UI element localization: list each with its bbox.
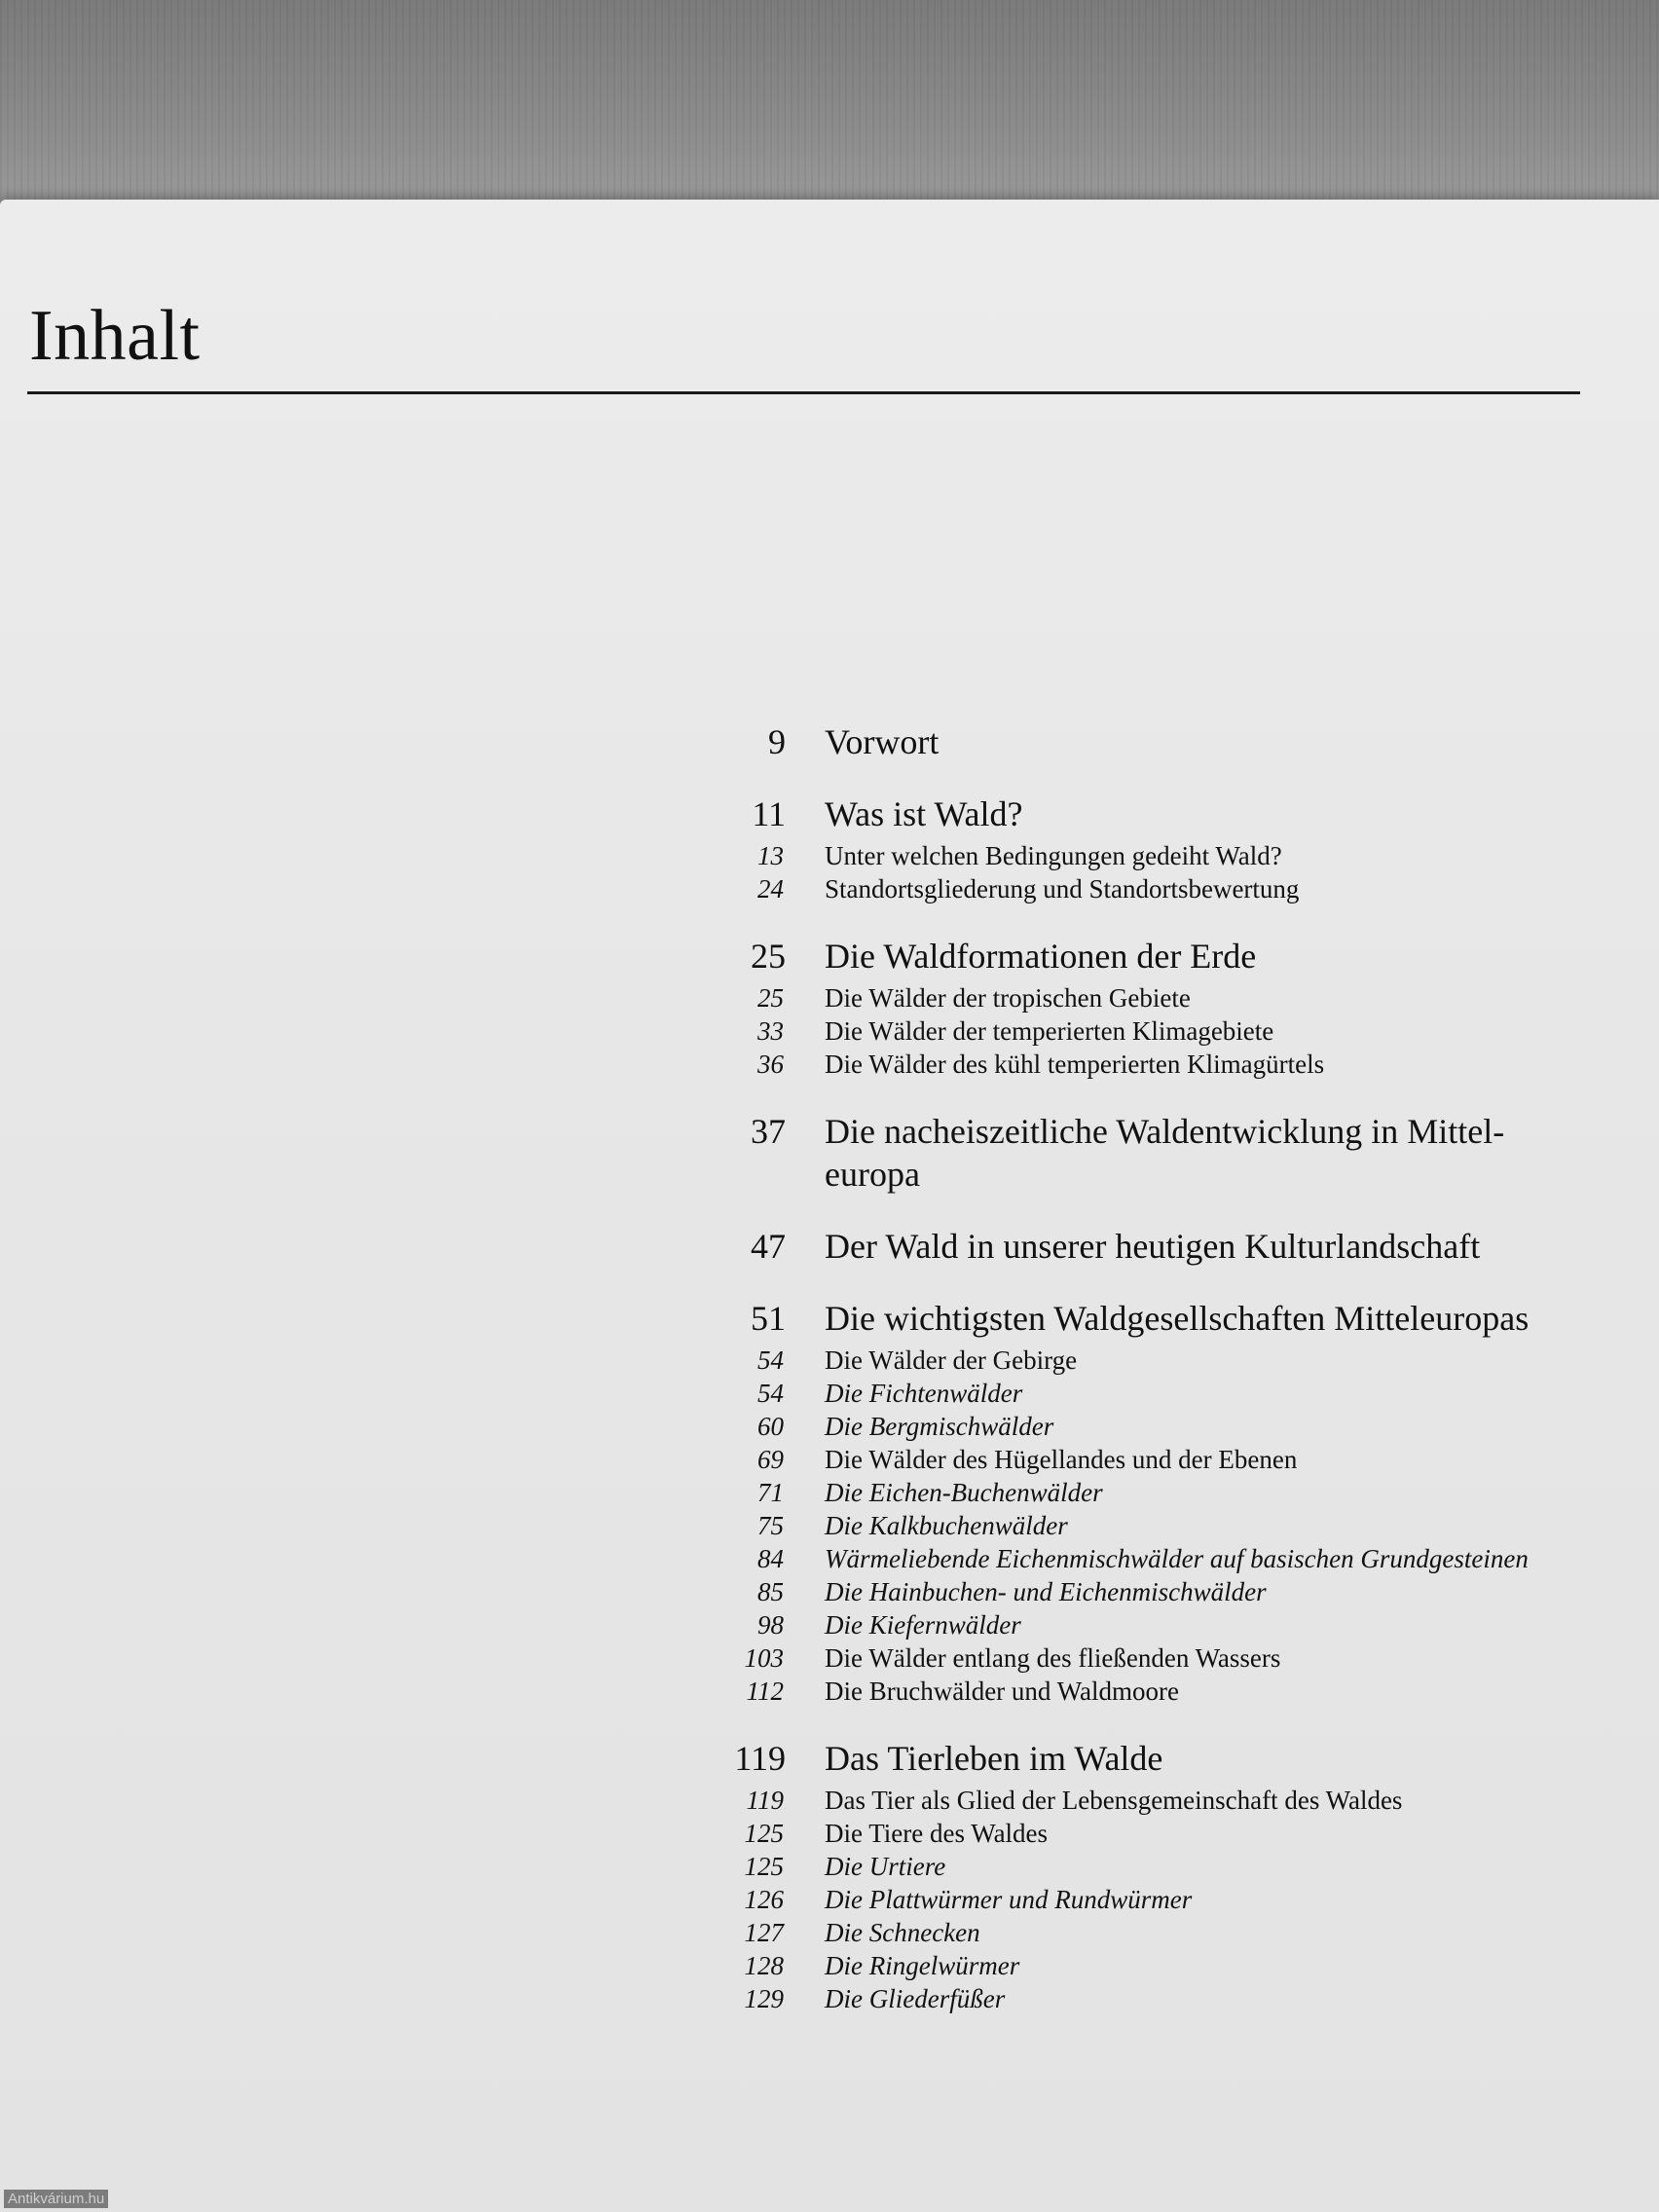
entry-title: Die Schnecken [825,1918,980,1947]
toc-entry [682,839,1616,872]
title-divider [27,391,1580,394]
toc-section-heading [682,1737,1616,1780]
section-page-number: 119 [734,1739,786,1778]
toc-entry [682,1949,1616,1982]
toc-entry [682,872,1616,905]
entry-page-number: 98 [757,1610,784,1640]
toc-entry [682,1784,1616,1817]
entry-title: Die Ringelwürmer [825,1951,1020,1980]
toc-section-heading [682,1297,1616,1340]
toc-entry [682,1476,1616,1509]
toc-entry [682,1675,1616,1708]
entry-page-number: 36 [757,1050,784,1079]
entry-page-number: 54 [757,1379,784,1408]
entry-title: Unter welchen Bedingungen gedeiht Wald? [825,841,1282,870]
entry-page-number: 71 [757,1478,784,1507]
entry-page-number: 112 [746,1677,784,1706]
entry-title: Die Kalkbuchenwälder [825,1511,1068,1540]
toc-entry [682,1542,1616,1575]
toc-section-heading [682,793,1616,835]
entry-page-number: 75 [757,1511,784,1540]
entry-title: Die Tiere des Waldes [825,1819,1049,1848]
toc-entry [682,1641,1616,1675]
section-page-number: 47 [751,1227,786,1266]
entry-page-number: 25 [757,983,784,1013]
section-title: Vorwort [825,722,940,761]
background-surface [0,0,1659,209]
entry-page-number: 103 [744,1643,784,1673]
entry-page-number: 125 [744,1852,784,1881]
toc-entry [682,1817,1616,1850]
section-title: Die nacheiszeitliche Waldentwicklung in Mittel-europa [825,1112,1505,1194]
toc-entry [682,1982,1616,2015]
entry-page-number: 60 [757,1412,784,1441]
watermark: Antikvárium.hu [4,2190,108,2208]
entry-page-number: 85 [757,1577,784,1606]
toc-entry [682,981,1616,1014]
toc-section [682,1297,1616,1708]
entry-title: Die Hainbuchen- und Eichenmischwälder [825,1577,1267,1606]
toc-section [682,935,1616,1081]
entry-title: Die Plattwürmer und Rundwürmer [825,1885,1193,1914]
toc-entry-list [682,1784,1616,2015]
toc-section-heading [682,1110,1616,1196]
toc-entry [682,1048,1616,1081]
toc-entry [682,1883,1616,1916]
toc-entry [682,1575,1616,1608]
section-title: Der Wald in unserer heutigen Kulturlandschaft [825,1227,1481,1266]
entry-title: Die Wälder entlang des fließenden Wassers [825,1643,1281,1673]
toc-entry-list [682,1344,1616,1708]
section-page-number: 51 [751,1299,786,1338]
entry-title: Die Wälder der temperierten Klimagebiete [825,1016,1274,1046]
entry-page-number: 129 [744,1984,784,2013]
toc-section [682,1225,1616,1268]
section-title: Die wichtigsten Waldgesellschaften Mitteleuropas [825,1299,1530,1338]
entry-page-number: 119 [746,1786,784,1815]
toc-entry [682,1608,1616,1641]
section-title: Die Waldformationen der Erde [825,937,1257,976]
toc-section [682,793,1616,905]
toc-entry [682,1344,1616,1377]
entry-page-number: 54 [757,1346,784,1375]
toc-section [682,720,1616,763]
toc-entry [682,1443,1616,1476]
section-title: Was ist Wald? [825,794,1023,833]
toc-section [682,1110,1616,1196]
toc-entry [682,1850,1616,1883]
entry-page-number: 13 [757,841,784,870]
page-title: Inhalt [29,296,201,376]
entry-title: Die Urtiere [825,1852,946,1881]
toc-entry [682,1410,1616,1443]
toc-entry-list [682,981,1616,1081]
entry-page-number: 128 [744,1951,784,1980]
toc-section [682,1737,1616,2015]
section-page-number: 25 [751,937,786,976]
entry-page-number: 33 [757,1016,784,1046]
entry-page-number: 69 [757,1445,784,1474]
entry-page-number: 84 [757,1544,784,1573]
entry-title: Die Eichen-Buchenwälder [825,1478,1103,1507]
entry-page-number: 125 [744,1819,784,1848]
entry-title: Die Wälder der tropischen Gebiete [825,983,1191,1013]
entry-page-number: 24 [757,874,784,903]
entry-title: Wärmeliebende Eichenmischwälder auf basischen Grundgesteinen [825,1544,1529,1573]
toc-section-heading [682,1225,1616,1268]
toc-entry-list [682,839,1616,905]
toc-section-heading [682,720,1616,763]
section-title: Das Tierleben im Walde [825,1739,1163,1778]
toc-entry [682,1916,1616,1949]
table-of-contents [682,720,1616,2045]
toc-entry [682,1509,1616,1542]
entry-title: Das Tier als Glied der Lebensgemeinschaft des Waldes [825,1786,1403,1815]
entry-title: Die Fichtenwälder [825,1379,1023,1408]
section-page-number: 11 [752,794,786,833]
entry-title: Die Wälder des kühl temperierten Klimagürtels [825,1050,1325,1079]
entry-page-number: 127 [744,1918,784,1947]
entry-title: Die Gliederfüßer [825,1984,1006,2013]
section-page-number: 37 [751,1112,786,1151]
toc-entry [682,1014,1616,1048]
entry-page-number: 126 [744,1885,784,1914]
entry-title: Die Wälder der Gebirge [825,1346,1078,1375]
section-page-number: 9 [768,722,786,761]
toc-entry [682,1377,1616,1410]
entry-title: Die Bergmischwälder [825,1412,1054,1441]
entry-title: Die Bruchwälder und Waldmoore [825,1677,1179,1706]
entry-title: Die Kiefernwälder [825,1610,1021,1640]
entry-title: Die Wälder des Hügellandes und der Ebenen [825,1445,1298,1474]
entry-title: Standortsgliederung und Standortsbewertung [825,874,1300,903]
toc-section-heading [682,935,1616,977]
